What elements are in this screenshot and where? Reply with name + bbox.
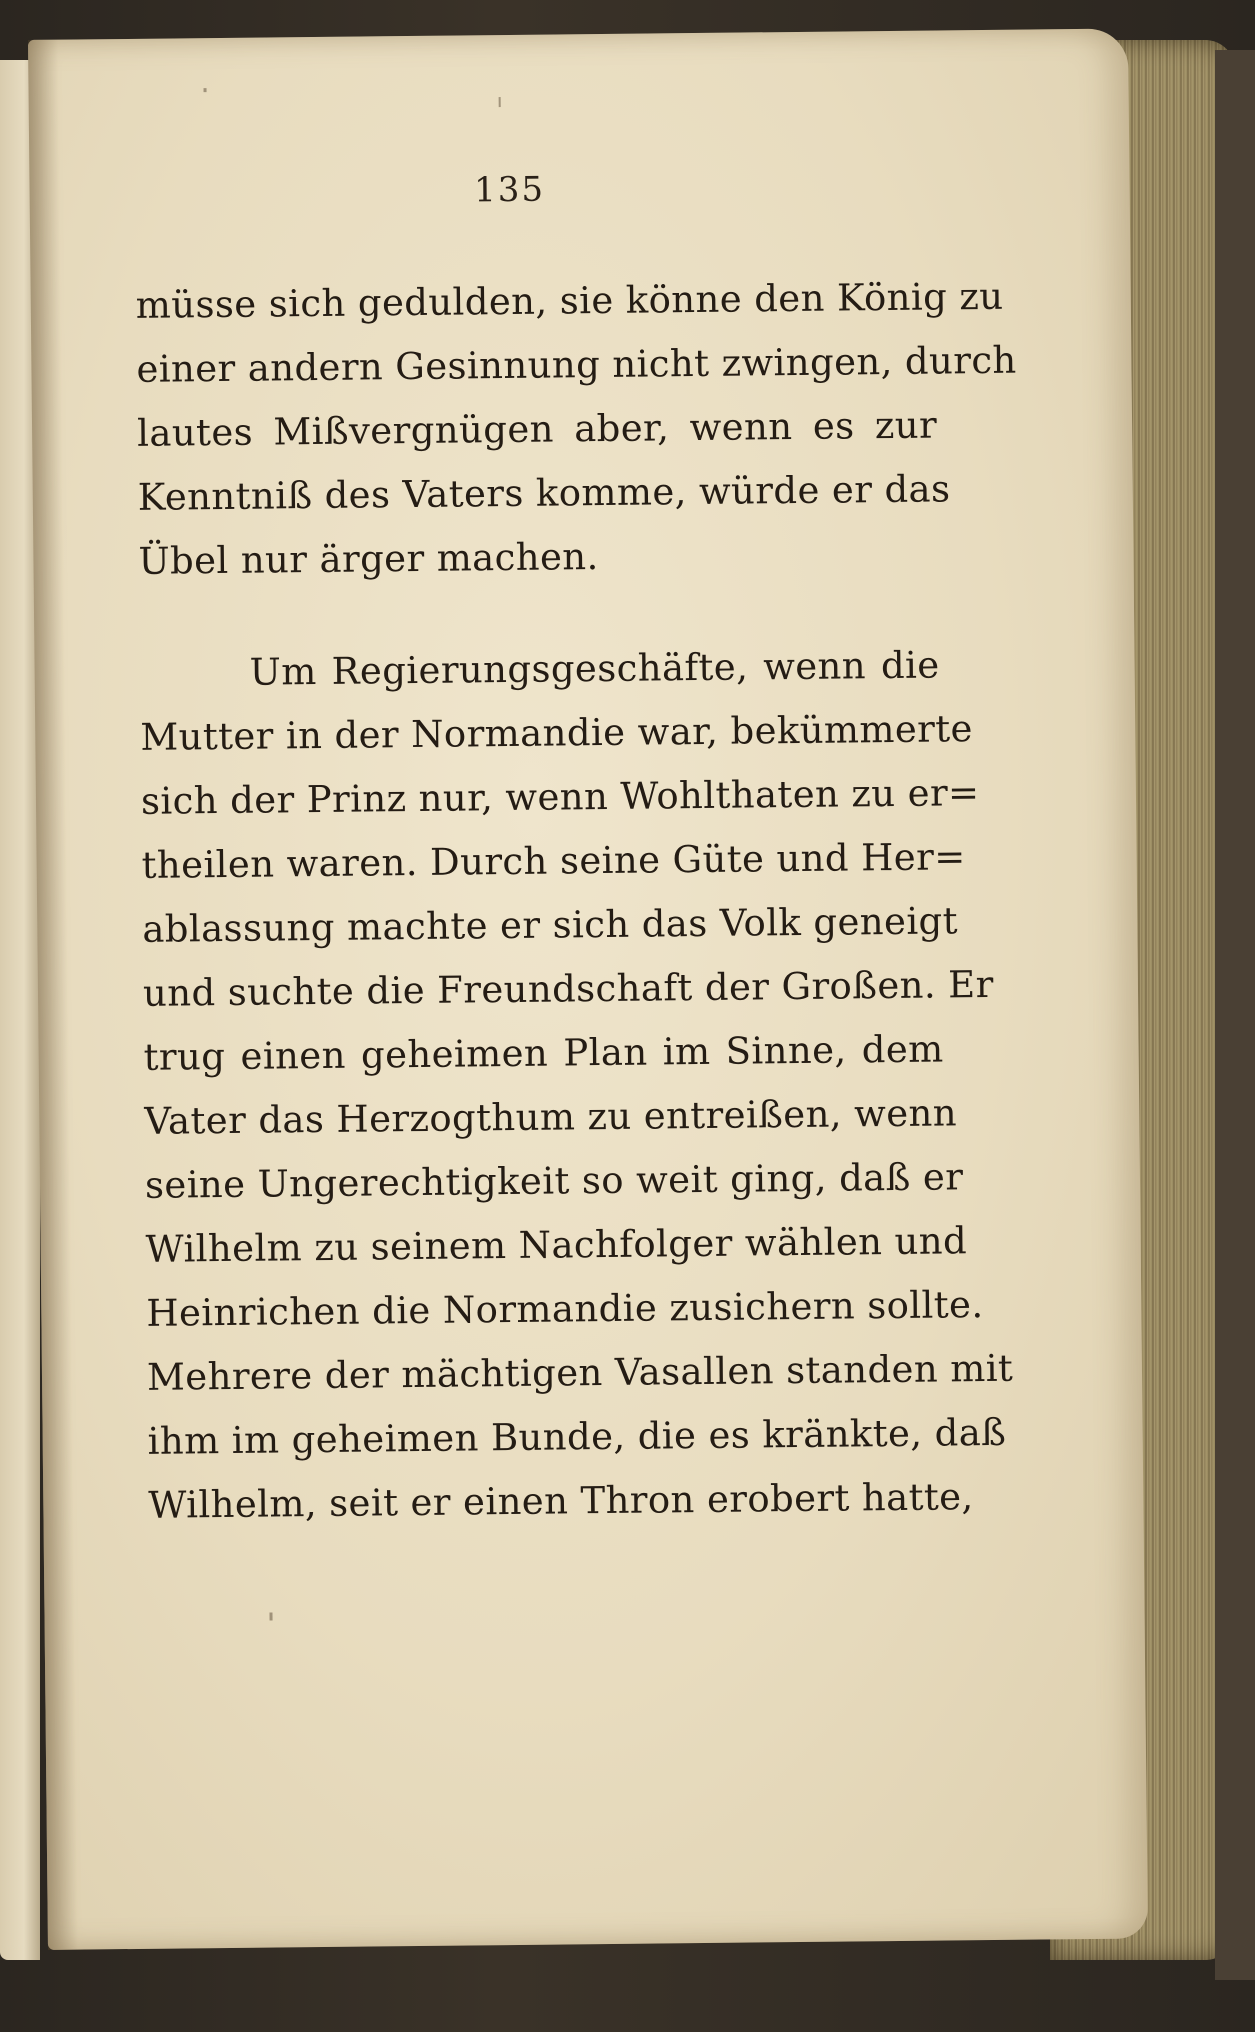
text-line: müsse sich gedulden, sie könne den König zu	[135, 274, 1004, 327]
text-line: ablassung machte er sich das Volk geneigt	[142, 899, 959, 951]
book-cover-edge	[1215, 50, 1255, 1980]
text-line: Mehrere der mächtigen Vasallen standen mit	[146, 1346, 1014, 1399]
text-line: Kenntniß des Vaters komme, würde er das	[137, 467, 951, 519]
paragraph-2	[139, 633, 1014, 1537]
text-line: Wilhelm zu seinem Nachfolger wählen und	[145, 1219, 968, 1271]
text-line: Wilhelm, seit er einen Thron erobert hatte,	[148, 1475, 974, 1527]
text-line: Heinrichen die Normandie zusichern sollte.	[146, 1283, 984, 1335]
text-line: sich der Prinz nur, wenn Wohlthaten zu er=	[140, 771, 980, 823]
text-line: Vater das Herzogthum zu entreißen, wenn	[144, 1091, 958, 1143]
text-line: Mutter in der Normandie war, bekümmerte	[140, 707, 974, 759]
text-line: trug einen geheimen Plan im Sinne, dem	[143, 1027, 944, 1079]
text-line: seine Ungerechtigkeit so weit ging, daß er	[144, 1155, 964, 1207]
text-line: einer andern Gesinnung nicht zwingen, durch	[136, 338, 1017, 391]
text-line: Übel nur ärger machen.	[138, 535, 599, 583]
text-line: Um Regierungsgeschäfte, wenn die	[249, 643, 940, 694]
body-text	[135, 266, 1017, 1538]
text-line: ihm im geheimen Bunde, die es kränkte, daß	[147, 1410, 1007, 1463]
page-number: 135	[473, 169, 546, 211]
paper-speck	[204, 88, 207, 92]
paper-speck	[269, 1613, 272, 1621]
book-page	[28, 28, 1148, 1949]
text-line: und suchte die Freundschaft der Großen. Er	[142, 962, 994, 1015]
text-line: lautes Mißvergnügen aber, wenn es zur	[136, 403, 938, 455]
text-line: theilen waren. Durch seine Güte und Her=	[141, 835, 966, 887]
paragraph-1	[135, 266, 1017, 594]
paper-speck	[499, 97, 501, 107]
